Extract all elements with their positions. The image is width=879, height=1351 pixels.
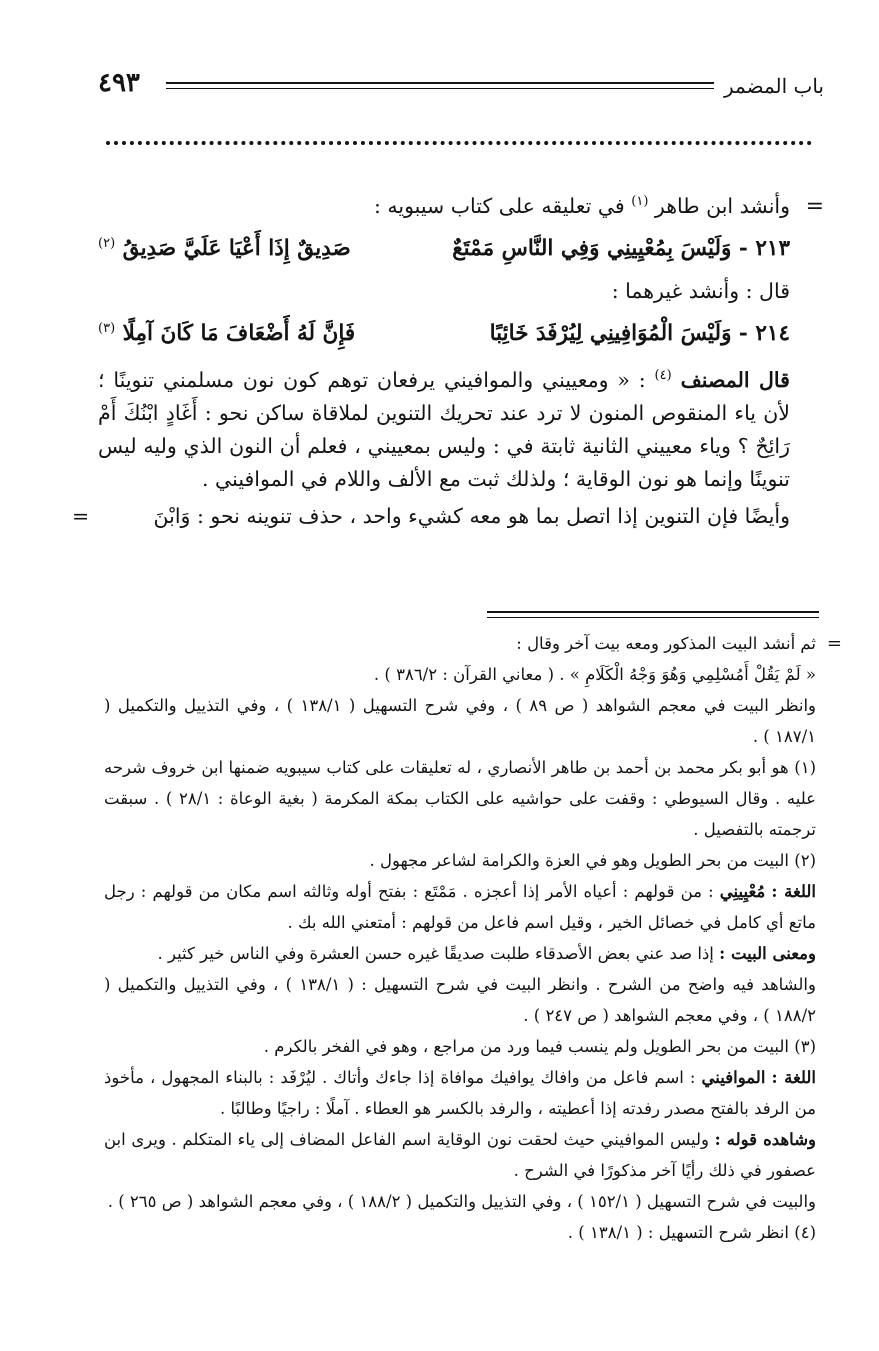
verse-214-second-hemistich (98, 308, 355, 360)
chapter-title: باب المضمر (724, 74, 824, 98)
footnote-ref: (٣) (98, 320, 116, 336)
said-line: قال : وأنشد غيرهما : (611, 279, 790, 303)
footnote-1: (١) هو أبو بكر محمد بن أحمد بن طاهر الأنصاري ، له تعليقات على كتاب سيبويه ضمنها ابن خروف شرحه عليه . وقال السيوطي : وقفت على حواشيه على الكتاب بمكة المكرمة ( بغية الوعاة : ٢٨/١ ) . سبقت ترجمته بالتفصيل . (104, 758, 817, 839)
footnote-3-shahid (104, 1124, 816, 1186)
meaning-label: ومعنى البيت : (719, 944, 816, 963)
lugha-text: : من قولهم : أعياه الأمر إذا أعجزه . مَمْتَع : بفتح أوله وثالثه اسم مكان من قولهم : رجل ماتع أي كامل في خصائل الخير ، وقيل اسم فاعل من قولهم : أمتعني الله بك . (104, 882, 816, 932)
footnote-3-intro: (٣) البيت من بحر الطويل ولم ينسب فيما ورد من مراجع ، وهو في الفخر بالكرم . (263, 1037, 816, 1056)
verse-213 (98, 223, 790, 275)
intro-line (98, 190, 790, 223)
verse-214-first-hemistich: ٢١٤ - وَلَيْسَ الْمُوَافِينِي لِيُرْفَدَ خَائِبًا (489, 321, 790, 346)
verse-213-second-hemistich (98, 223, 351, 275)
meaning-text: إذا صد عني بعض الأصدقاء طلبت صديقًا غيره حسن العشرة وفي الناس خير كثير . (157, 944, 714, 963)
lugha-word: الموافيني (701, 1068, 766, 1087)
footnote-continued-line-3: وانظر البيت في معجم الشواهد ( ص ٨٩ ) ، وفي شرح التسهيل ( ١٣٨/١ ) ، وفي التذييل والتكميل ( ١٨٧/١ ) . (104, 696, 816, 746)
footnote-continued-line-1: ثم أنشد البيت المذكور ومعه بيت آخر وقال : (516, 634, 816, 653)
footnote-4: (٤) انظر شرح التسهيل : ( ١٣٨/١ ) . (567, 1223, 816, 1242)
footnote-2-shahid: والشاهد فيه واضح من الشرح . وانظر البيت في شرح التسهيل : ( ١٣٨/١ ) ، وفي التذييل والتكميل ( ١٨٨/٢ ) ، وفي معجم الشواهد ( ص ٢٤٧ ) . (104, 975, 816, 1025)
intro-rest: في تعليقه على كتاب سيبويه : (373, 194, 625, 218)
footnote-2-meaning (104, 938, 816, 969)
lugha-label: اللغة : (771, 882, 816, 901)
main-text (72, 190, 824, 533)
footnote-2-lugha (104, 876, 816, 938)
verse-213-first-hemistich: ٢١٣ - وَلَيْسَ بِمُعْيِينِي وَفِي النَّاسِ مَمْتَعٌ (452, 236, 790, 261)
verse-214-second-text: فَإِنَّ لَهُ أَضْعَافَ مَا كَانَ آمِلًا (122, 321, 356, 346)
footnote-3-lugha (104, 1062, 816, 1124)
header-rule (166, 82, 714, 89)
page-header (98, 68, 824, 104)
dotted-separator (106, 141, 812, 159)
footnote-continuation-mark: = (826, 633, 842, 654)
verse-214 (98, 308, 790, 360)
footnote-ref: (١) (631, 194, 649, 210)
paragraph-text: : « ومعييني والموافيني يرفعان توهم كون نون مسلمني تنوينًا ؛ لأن ياء المنقوص المنون لا ترد عند تحريك التنوين لملاقاة ساكن نحو : أَغَادٍ ابْنُكَ أَمْ رَائِحٌ ؟ وياء معييني الثانية ثابتة في : وليس بمعييني ، فعلم أن النون الذي وليه ليس تنوينًا وإنما هو نون الوقاية ؛ ولذلك ثبت مع الألف واللام في الموافيني . (98, 368, 790, 491)
page-number: ٤٩٣ (98, 68, 140, 98)
verse-213-second-text: صَدِيقٌ إِذَا أَعْيَا عَلَيَّ صَدِيقُ (122, 236, 351, 261)
footnote-ref: (٤) (654, 368, 672, 384)
paragraph-continued (72, 500, 790, 533)
lugha-word: مُعْيِينِي (719, 882, 766, 901)
footnote-3-refs: والبيت في شرح التسهيل ( ١٥٢/١ ) ، وفي التذييل والتكميل ( ١٨٨/٢ ) ، وفي معجم الشواهد ( ص ٢٦٥ ) . (107, 1192, 816, 1211)
continuation-mark: = (805, 194, 824, 219)
footnote-2-intro: (٢) البيت من بحر الطويل وهو في العزة والكرامة لشاعر مجهول . (369, 851, 816, 870)
paragraph-author (98, 364, 790, 496)
continuation-mark-end: = (72, 504, 90, 528)
footnote-separator (487, 611, 819, 618)
footnote-ref: (٢) (98, 235, 116, 251)
lugha-label: اللغة : (771, 1068, 816, 1087)
paragraph-text-2: وأيضًا فإن التنوين إذا اتصل بما هو معه كشيء واحد ، حذف تنوينه نحو : وَابْنَ (153, 504, 790, 528)
lugha-text: : اسم فاعل من وافاك يوافيك موافاة إذا جاءك وأتاك . ليُرْفَد : بالبناء المجهول ، مأخوذ من الرفد بالفتح مصدر رفدته إذا أعطيته ، والرفد بالكسر هو العطاء . آملًا : راجيًا وطالبًا . (104, 1068, 816, 1118)
shahid-label: وشاهده قوله : (714, 1130, 816, 1149)
footnote-continued-line-2: « لَمْ يَقُلْ أَمُسْلِمِي وَهُوَ وَجْهُ الْكَلَامِ » . ( معاني القرآن : ٣٨٦/٢ ) . (373, 665, 816, 684)
intro-text: وأنشد ابن طاهر (654, 194, 790, 218)
author-label: قال المصنف (680, 368, 790, 392)
shahid-text: وليس الموافيني حيث لحقت نون الوقاية اسم الفاعل المضاف إلى ياء المتكلم . ويرى ابن عصفور في ذلك رأيًا آخر مذكورًا في الشرح . (104, 1130, 816, 1180)
footnotes (104, 628, 842, 1248)
